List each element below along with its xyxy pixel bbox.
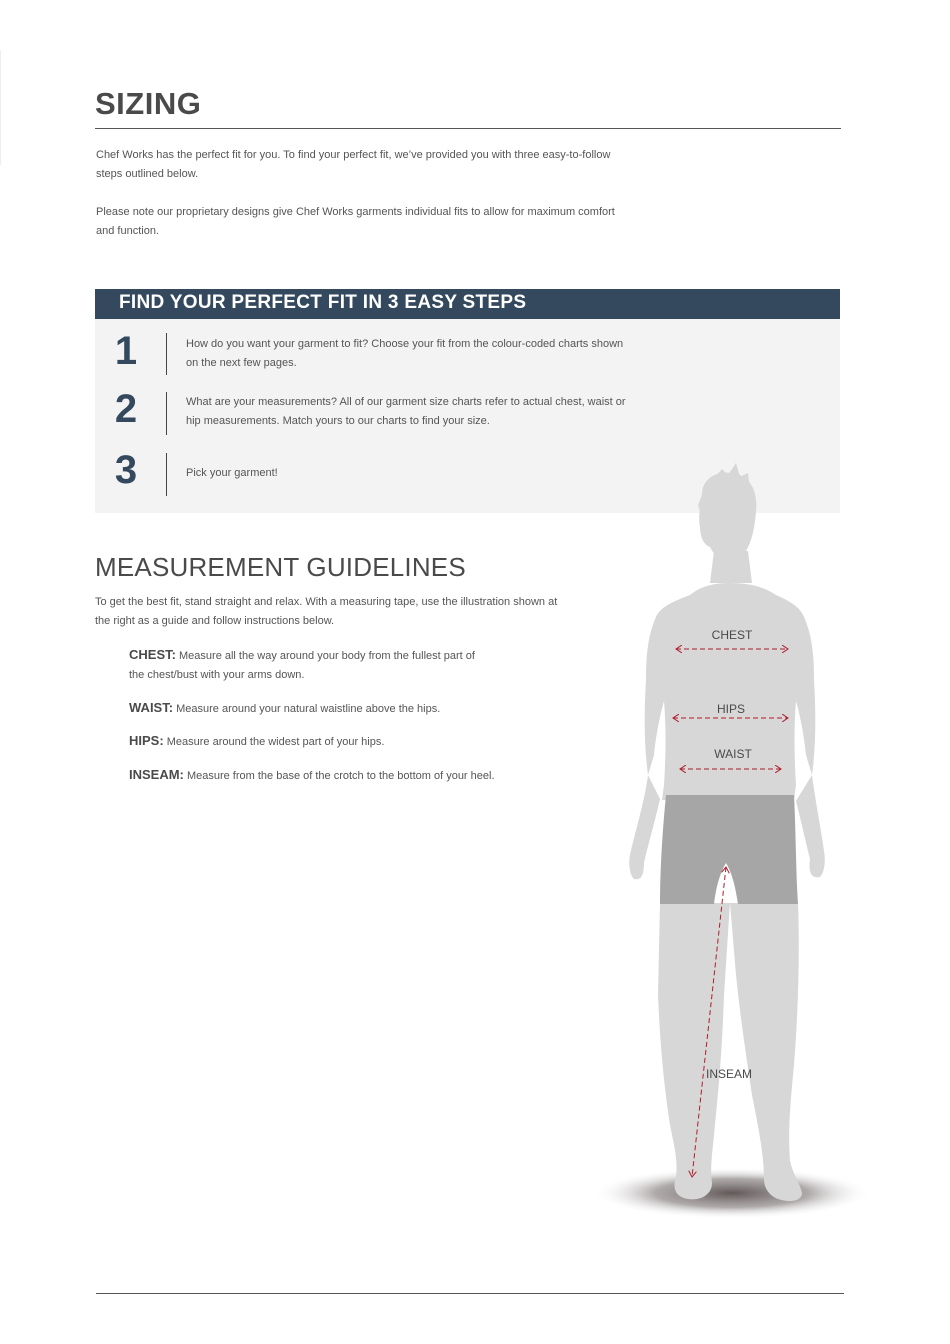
guide-chest-term: CHEST:	[129, 647, 176, 662]
guide-waist	[129, 698, 549, 719]
hips-label: HIPS	[716, 702, 746, 716]
guide-hips-text: Measure around the widest part of your hips.	[166, 736, 385, 748]
step-number-1: 1	[114, 329, 138, 373]
measurement-title: MEASUREMENT GUIDELINES	[95, 552, 466, 582]
guide-waist-text: Measure around your natural waistline above the hips.	[176, 703, 441, 715]
floor-shadow	[592, 1167, 872, 1219]
step-number-2: 2	[114, 387, 138, 431]
page-edge-mark	[0, 50, 1, 165]
guide-chest-text: Measure all the way around your body from the fullest part of the chest/bust with your arms down.	[129, 650, 475, 681]
measurement-intro: To get the best fit, stand straight and relax. With a measuring tape, use the illustration shown at the right as a guide and follow instructions below.	[95, 596, 558, 627]
step-text-2: What are your measurements? All of our garment size charts refer to actual chest, waist or hip measurements. Match yours to our charts to find your size.	[186, 396, 626, 427]
intro-paragraph-2: Please note our proprietary designs give Chef Works garments individual fits to allow for maximum comfort and function.	[96, 206, 615, 237]
footer-divider	[96, 1293, 844, 1294]
left-arm-shape	[629, 775, 660, 879]
head-shape	[699, 473, 756, 561]
guide-inseam-text: Measure from the base of the crotch to the bottom of your heel.	[186, 770, 495, 782]
chest-label: CHEST	[711, 628, 753, 642]
guide-inseam	[129, 765, 549, 786]
step-divider-2	[166, 392, 167, 435]
guide-hips	[129, 731, 549, 752]
inseam-label: INSEAM	[706, 1067, 753, 1081]
guide-chest	[129, 645, 489, 685]
steps-header-text: FIND YOUR PERFECT FIT IN 3 EASY STEPS	[119, 292, 527, 313]
page-title: SIZING	[95, 86, 202, 121]
legs-shape	[658, 903, 802, 1201]
neck-shape	[710, 551, 752, 583]
title-divider	[95, 128, 841, 129]
guide-hips-term: HIPS:	[129, 733, 164, 748]
step-number-3: 3	[114, 448, 138, 492]
torso-shape	[645, 583, 816, 800]
guide-waist-term: WAIST:	[129, 700, 174, 715]
guide-inseam-term: INSEAM:	[129, 767, 184, 782]
step-divider-1	[166, 333, 167, 375]
steps-header	[95, 289, 840, 319]
right-arm-shape	[796, 775, 825, 877]
body-measurement-illustration	[590, 455, 880, 1235]
waist-label: WAIST	[714, 747, 752, 761]
step-divider-3	[166, 453, 167, 496]
step-text-1: How do you want your garment to fit? Choose your fit from the colour-coded charts shown on the next few pages.	[186, 338, 624, 369]
step-text-3: Pick your garment!	[186, 467, 278, 479]
intro-paragraph-1: Chef Works has the perfect fit for you. To find your perfect fit, we’ve provided you with three easy-to-follow steps outlined below.	[96, 149, 611, 180]
shorts-shape	[660, 795, 798, 904]
